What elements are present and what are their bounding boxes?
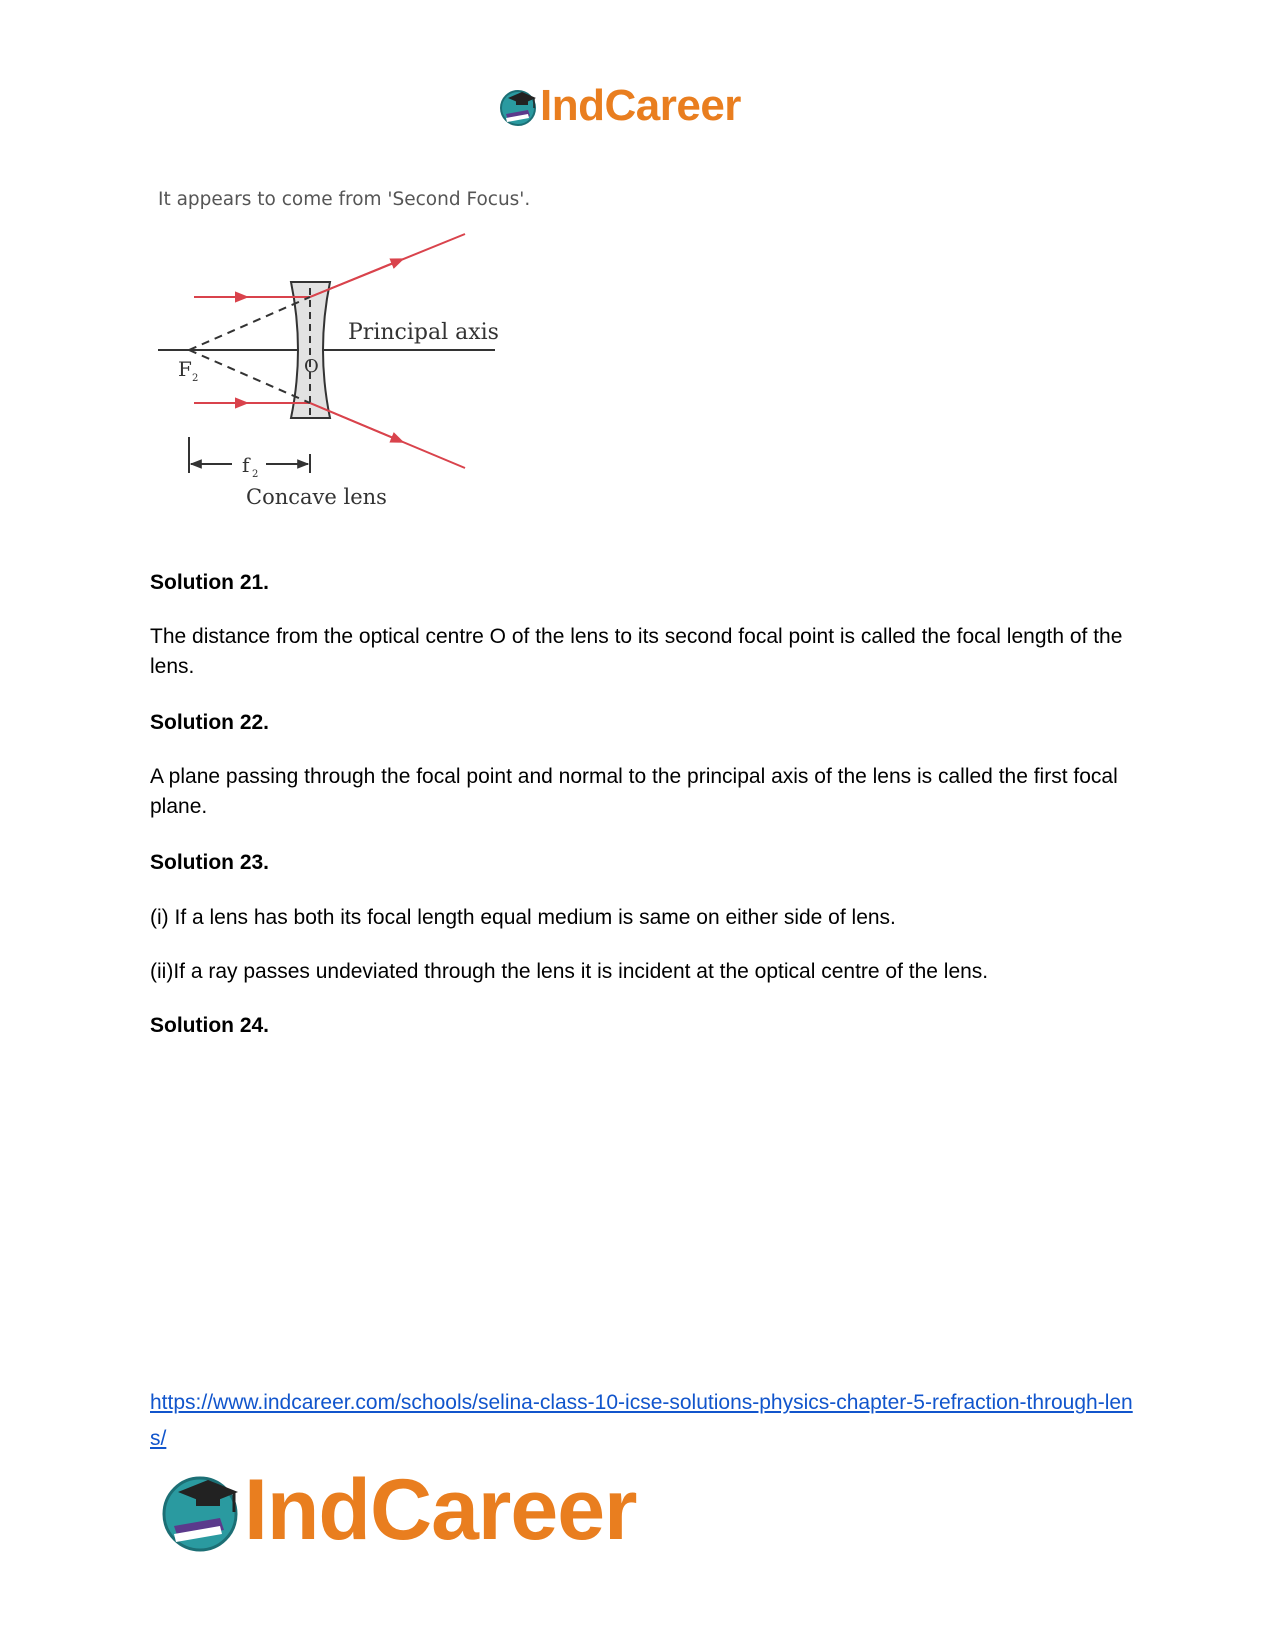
- globe-cap-icon: [160, 1460, 242, 1560]
- footer-url-link[interactable]: https://www.indcareer.com/schools/selina-class-10-icse-solutions-physics-chapter-5-refraction-through-lens/: [150, 1391, 1133, 1450]
- header-logo: [498, 78, 768, 134]
- solution-22-heading: Solution 22.: [150, 711, 270, 734]
- solution-21-text: The distance from the optical centre O of the lens to its second focal point is called the focal length of the lens.: [150, 625, 1123, 678]
- focus-subscript: 2: [192, 373, 199, 384]
- globe-cap-icon: [498, 78, 538, 134]
- footer-logo: [160, 1460, 700, 1560]
- optical-centre-label: O: [304, 356, 319, 377]
- solution-23-text-ii: (ii)If a ray passes undeviated through the lens it is incident at the optical centre of the lens.: [150, 960, 989, 983]
- lens-name-label: Concave lens: [246, 485, 387, 509]
- concave-lens-diagram: [158, 232, 528, 542]
- principal-axis-label: Principal axis: [348, 320, 499, 345]
- header-wordmark: IndCareer: [540, 81, 741, 130]
- solution-23-heading: Solution 23.: [150, 851, 270, 874]
- focal-length-subscript: 2: [252, 469, 259, 480]
- solution-24-heading: Solution 24.: [150, 1014, 270, 1037]
- figure-caption: It appears to come from 'Second Focus'.: [158, 189, 531, 210]
- focal-length-label: f: [242, 453, 250, 477]
- virtual-ray-top: [189, 297, 310, 350]
- solution-22-text: A plane passing through the focal point and normal to the principal axis of the lens is called the first focal plane.: [150, 765, 1118, 818]
- focus-label: F: [178, 357, 192, 381]
- virtual-ray-bottom: [189, 350, 310, 403]
- solution-21-heading: Solution 21.: [150, 571, 270, 594]
- solution-23-text-i: (i) If a lens has both its focal length equal medium is same on either side of lens.: [150, 906, 896, 929]
- footer-wordmark: IndCareer: [244, 1462, 637, 1558]
